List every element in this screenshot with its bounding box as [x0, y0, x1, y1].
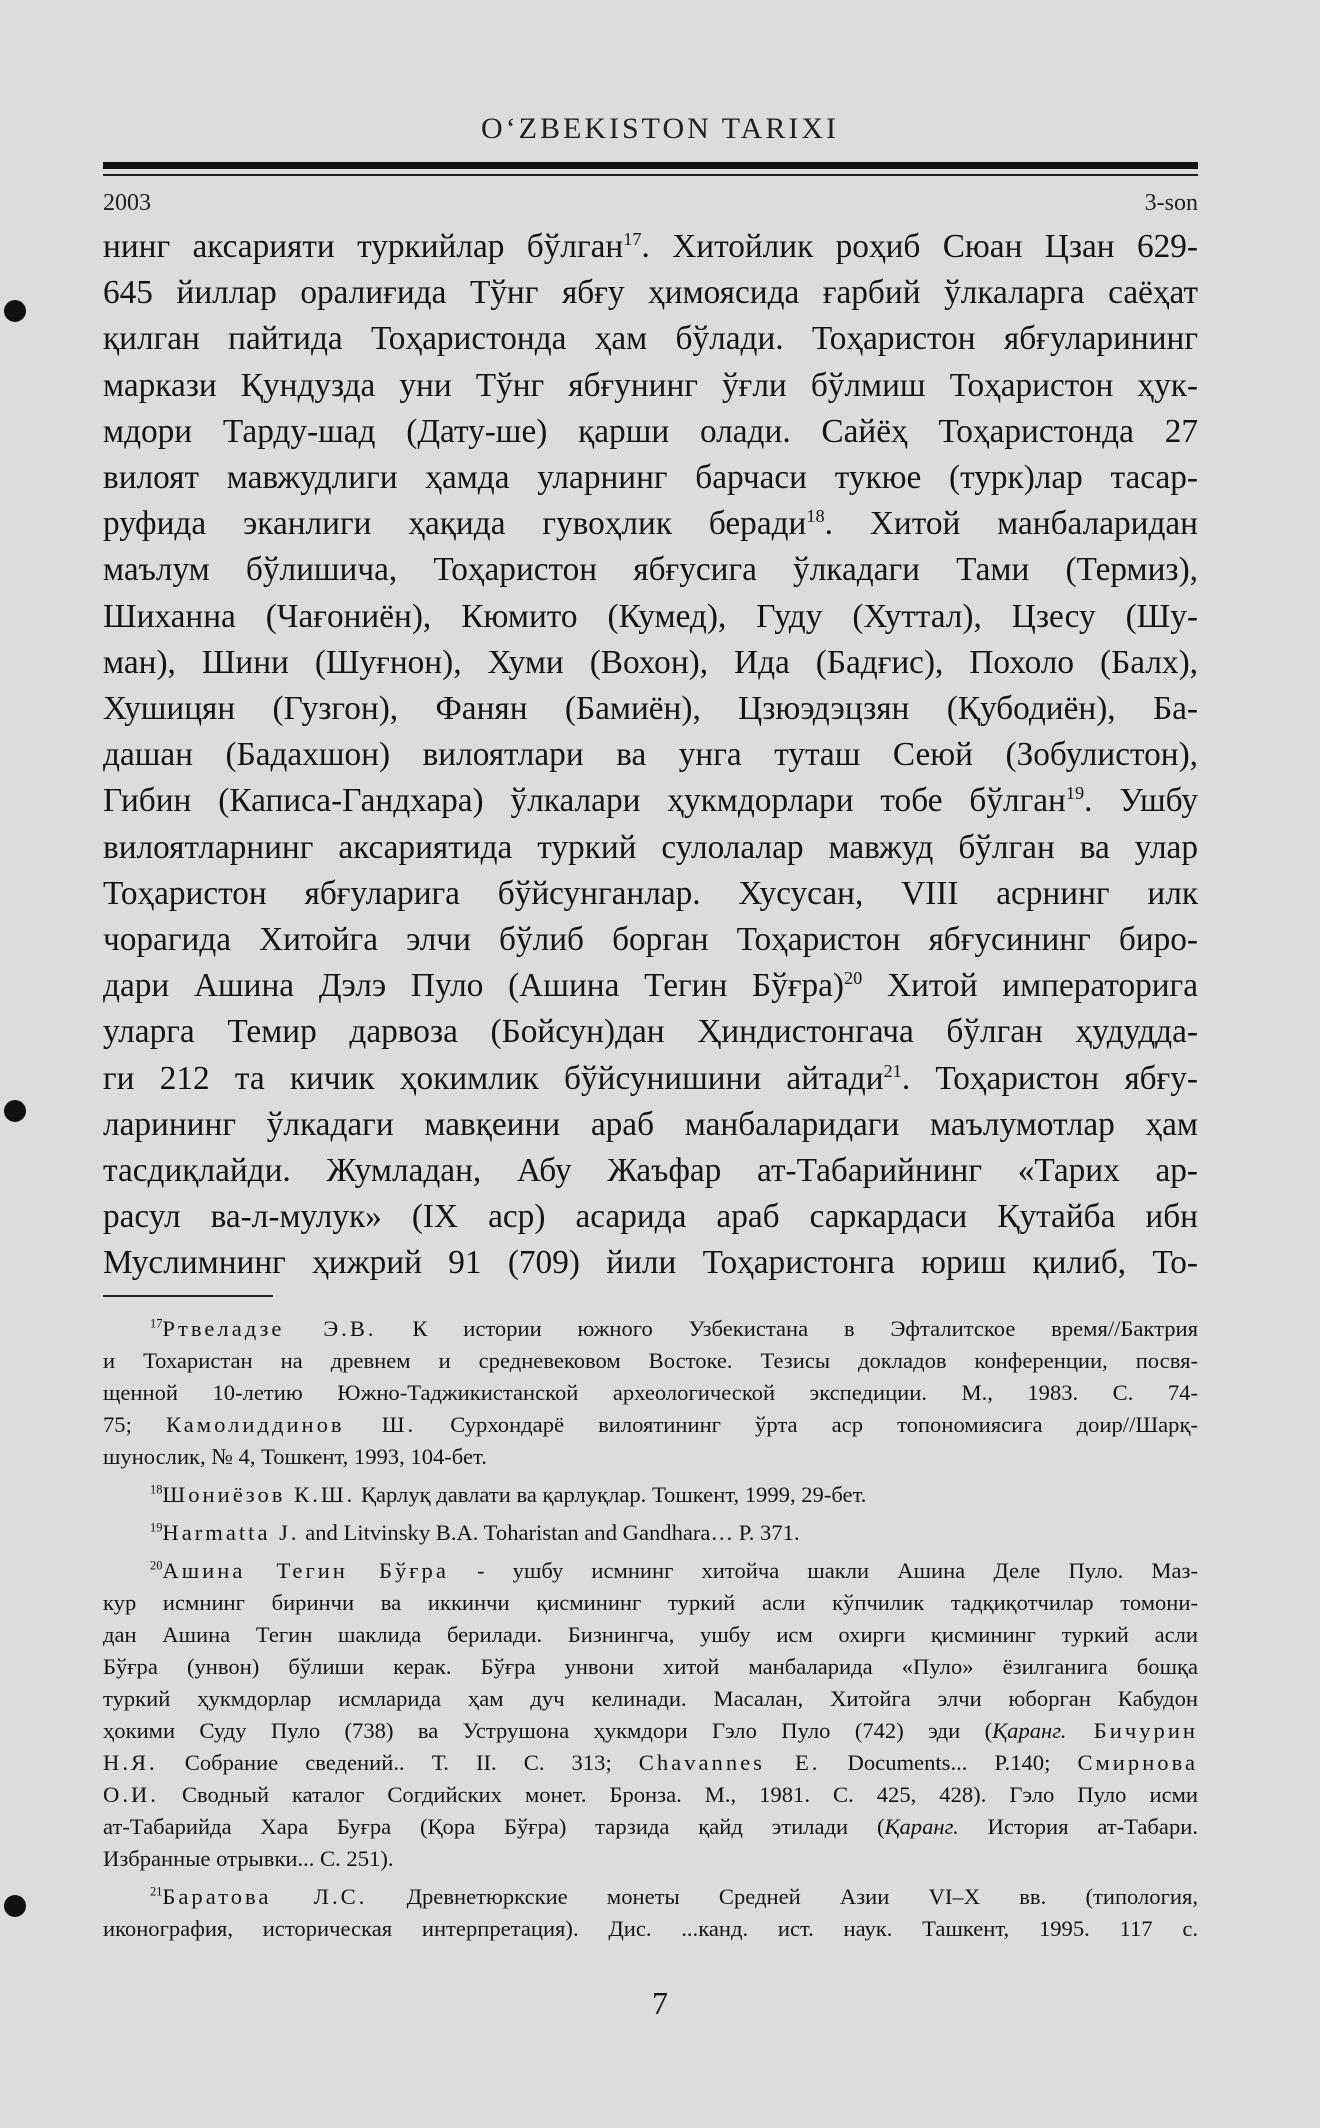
- body-line: маълум бўлишича, Тоҳаристон ябғусига ўлкадаги Тами (Термиз),: [103, 551, 1198, 589]
- body-line: ги 212 та кичик ҳокимлик бўйсунишини айтади$^{21}$. Тоҳаристон ябғу-: [103, 1059, 1198, 1097]
- body-line: қилган пайтида Тоҳаристонда ҳам бўлади. Тоҳаристон ябғуларининг: [103, 320, 1198, 358]
- journal-title: O‘ZBEKISTON TARIXI: [481, 112, 839, 145]
- binder-hole-icon: [4, 1895, 26, 1917]
- body-line: Муслимнинг ҳижрий 91 (709) йили Тоҳаристонга юриш қилиб, То-: [103, 1244, 1198, 1282]
- body-line: Гибин (Каписа-Гандхара) ўлкалари ҳукмдорлари тобе бўлган$^{19}$. Ушбу: [103, 782, 1198, 820]
- body-line: нинг аксарияти туркийлар бўлган$^{17}$. Хитойлик роҳиб Сюан Цзан 629-: [103, 228, 1198, 265]
- body-line: 645 йиллар оралиғида Тўнг ябғу ҳимоясида ғарбий ўлкаларга саёҳат: [103, 274, 1198, 312]
- body-line: расул ва-л-мулук» (IX аср) асарида араб саркардаси Қутайба ибн: [103, 1198, 1198, 1236]
- year: 2003: [103, 190, 151, 216]
- body-line: чорагида Хитойга элчи бўлиб борган Тоҳаристон ябғусининг биро-: [103, 921, 1198, 959]
- footnotes: [103, 1313, 1198, 1951]
- issue-number: 3-son: [1144, 190, 1198, 216]
- body-line: вилоятларнинг аксариятида туркий сулолалар мавжуд бўлган ва улар: [103, 828, 1198, 866]
- body-line: вилоят мавжудлиги ҳамда уларнинг барчаси тукюе (турк)лар тасар-: [103, 459, 1198, 497]
- footnote-19: $^{19}$Harmatta J. and Litvinsky B.A. Toharistan and Gandhara… P. 371.: [150, 1520, 800, 1545]
- footnote-20: $^{20}$Ашина Тегин Бўғра - ушбу исмнинг хитойча шакли Ашина Деле Пуло. Маз- кур исмнинг биринчи ва иккинчи қисмининг туркий асли кўпчилик тадқиқотчилар томони- дан Ашина Тегин шаклида берилади. Бизнингча, ушбу исм охирги қисмининг туркий асли Бўғра (унвон) бўлиши керак. Бўғра унвони хитой манбаларида «Пуло» ёзилганига бошқа туркий ҳукмдорлар исмларида ҳам дуч келинади. Масалан, Хитойга элчи юборган Кабудон ҳокими Суду Пуло (738) ва Уструшона ҳукмдори Гэло Пуло (742) эди (Қаранг. Бичурин Н.Я. Собрание сведений.. Т. II. С. 313; Chavannes E. Documents... P.140; Смирнова О.И. Сводный каталог Согдийских монет. Бронза. М., 1981. С. 425, 428). Гэло Пуло исми ат-Табарийда Хара Буғра (Қора Бўғра) тарзида қайд этилади (Қаранг. История ат-Табари. Избранные отрывки... С. 251).: [103, 1558, 1198, 1871]
- footnote-ref[interactable]: 18: [806, 506, 825, 527]
- footnote-18: $^{18}$Шониёзов К.Ш. Қарлуқ давлати ва қарлуқлар. Тошкент, 1999, 29-бет.: [150, 1482, 867, 1507]
- footnote-author: Шониёзов К.Ш.: [162, 1482, 356, 1507]
- page-number: 7: [652, 1985, 668, 2021]
- footnote-author: Баратова Л.С.: [162, 1884, 368, 1909]
- footnote-ref[interactable]: 17: [623, 228, 642, 249]
- binder-hole-icon: [4, 1100, 26, 1122]
- footnote-author: Harmatta J.: [162, 1520, 300, 1545]
- body-line: ларининг ўлкадаги мавқеини араб манбаларидаги маълумотлар ҳам: [103, 1105, 1198, 1143]
- body-line: дашан (Бадахшон) вилоятлари ва унга туташ Сеюй (Зобулистон),: [103, 736, 1198, 774]
- body-line: Тоҳаристон ябғуларига бўйсунганлар. Хусусан, VIII асрнинг илк: [103, 874, 1198, 912]
- footnote-author: Ашина Тегин Бўғра: [162, 1558, 449, 1583]
- body-line: дари Ашина Дэлэ Пуло (Ашина Тегин Бўғра)$^{20}$ Хитой императорига: [103, 967, 1198, 1005]
- footnote-ref[interactable]: 21: [883, 1060, 902, 1081]
- body-line: уларга Темир дарвоза (Бойсун)дан Ҳиндистонгача бўлган ҳудудда-: [103, 1013, 1198, 1051]
- footnote-author: Камолиддинов Ш.: [165, 1412, 417, 1437]
- body-line: ман), Шини (Шуғнон), Хуми (Вохон), Ида (Бадғис), Похоло (Балх),: [103, 643, 1198, 681]
- footnote-17: $^{17}$Ртвеладзе Э.В. К истории южного Узбекистана в Эфталитское время//Бактрия и Тохаристан на древнем и средневековом Востоке. Тезисы докладов конференции, посвя- щенной 10-летию Южно-Таджикистанской археологической экспедиции. М., 1983. С. 74- 75; Камолиддинов Ш. Сурхондарё вилоятининг ўрта аср топономиясига доир//Шарқ- шунослик, № 4, Тошкент, 1993, 104-бет.: [103, 1316, 1198, 1469]
- footnote-author: Ртвеладзе Э.В.: [162, 1316, 377, 1341]
- footnote-separator: [103, 1295, 273, 1297]
- header-rule: [103, 162, 1198, 169]
- body-line: Хушицян (Гузгон), Фанян (Бамиён), Цзюэдэцзян (Қубодиён), Ба-: [103, 690, 1198, 728]
- header-rule-thin: [103, 174, 1198, 176]
- body-line: тасдиқлайди. Жумладан, Абу Жаъфар ат-Табарийнинг «Тарих ар-: [103, 1152, 1198, 1190]
- body-line: Шиханна (Чағониён), Кюмито (Кумед), Гуду (Хуттал), Цзесу (Шу-: [103, 597, 1198, 635]
- binder-hole-icon: [4, 300, 26, 322]
- footnote-21: $^{21}$Баратова Л.С. Древнетюркские монеты Средней Азии VI–X вв. (типология, иконография, историческая интерпретация). Дис. ...канд. ист. наук. Ташкент, 1995. 117 с.: [103, 1884, 1198, 1941]
- body-line: руфида эканлиги ҳақида гувоҳлик беради$^{18}$. Хитой манбаларидан: [103, 505, 1198, 543]
- article-body: [103, 224, 1198, 1287]
- footnote-ref[interactable]: 20: [844, 968, 863, 989]
- body-line: мдори Тарду-шад (Дату-ше) қарши олади. Сайёҳ Тоҳаристонда 27: [103, 412, 1198, 450]
- body-line: маркази Қундузда уни Тўнг ябғунинг ўғли бўлмиш Тоҳаристон ҳук-: [103, 366, 1198, 404]
- footnote-ref[interactable]: 19: [1065, 783, 1085, 804]
